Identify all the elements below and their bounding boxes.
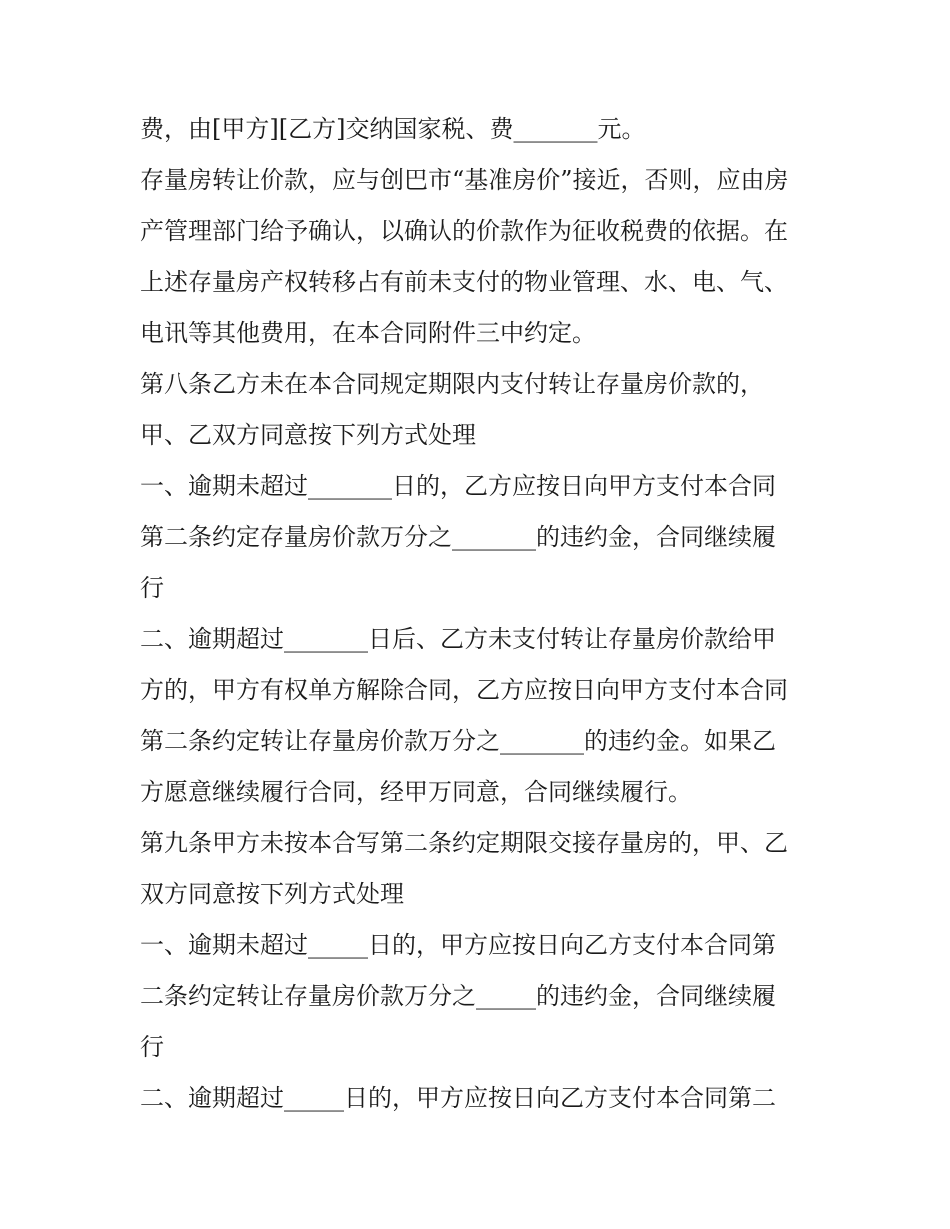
text-line: 二条约定转让存量房价款万分之_____的违约金，合同继续履 bbox=[140, 982, 776, 1010]
text-line: 行 bbox=[140, 1033, 164, 1061]
text-line: 存量房转让价款，应与创巴市“基准房价”接近，否则，应由房 bbox=[140, 166, 789, 194]
text-line: 方的，甲方有权单方解除合同，乙方应按日向甲方支付本合同 bbox=[140, 676, 788, 704]
text-line: 方愿意继续履行合同，经甲万同意，合同继续履行。 bbox=[140, 778, 692, 806]
text-line: 二、逾期超过_______日后、乙方未支付转让存量房价款给甲 bbox=[140, 625, 776, 653]
text-line: 费，由[甲方][乙方]交纳国家税、费_______元。 bbox=[140, 115, 646, 143]
text-line: 一、逾期未超过_____日的，甲方应按日向乙方支付本合同第 bbox=[140, 931, 776, 959]
text-line: 甲、乙双方同意按下列方式处理 bbox=[140, 421, 476, 449]
text-line: 第二条约定转让存量房价款万分之_______的违约金。如果乙 bbox=[140, 727, 776, 755]
text-line: 产管理部门给予确认，以确认的价款作为征收税费的依据。在 bbox=[140, 217, 788, 245]
text-line: 第八条乙方未在本合同规定期限内支付转让存量房价款的， bbox=[140, 370, 764, 398]
text-line: 双方同意按下列方式处理 bbox=[140, 880, 404, 908]
text-line: 第九条甲方未按本合写第二条约定期限交接存量房的，甲、乙 bbox=[140, 829, 788, 857]
text-line: 上述存量房产权转移占有前未支付的物业管理、水、电、气、 bbox=[140, 268, 788, 296]
text-line: 电讯等其他费用，在本合同附件三中约定。 bbox=[140, 319, 596, 347]
text-line: 行 bbox=[140, 574, 164, 602]
text-line: 二、逾期超过_____日的，甲方应按日向乙方支付本合同第二 bbox=[140, 1084, 776, 1112]
text-line: 第二条约定存量房价款万分之_______的违约金，合同继续履 bbox=[140, 523, 776, 551]
text-line: 一、逾期未超过_______日的，乙方应按日向甲方支付本合同 bbox=[140, 472, 776, 500]
